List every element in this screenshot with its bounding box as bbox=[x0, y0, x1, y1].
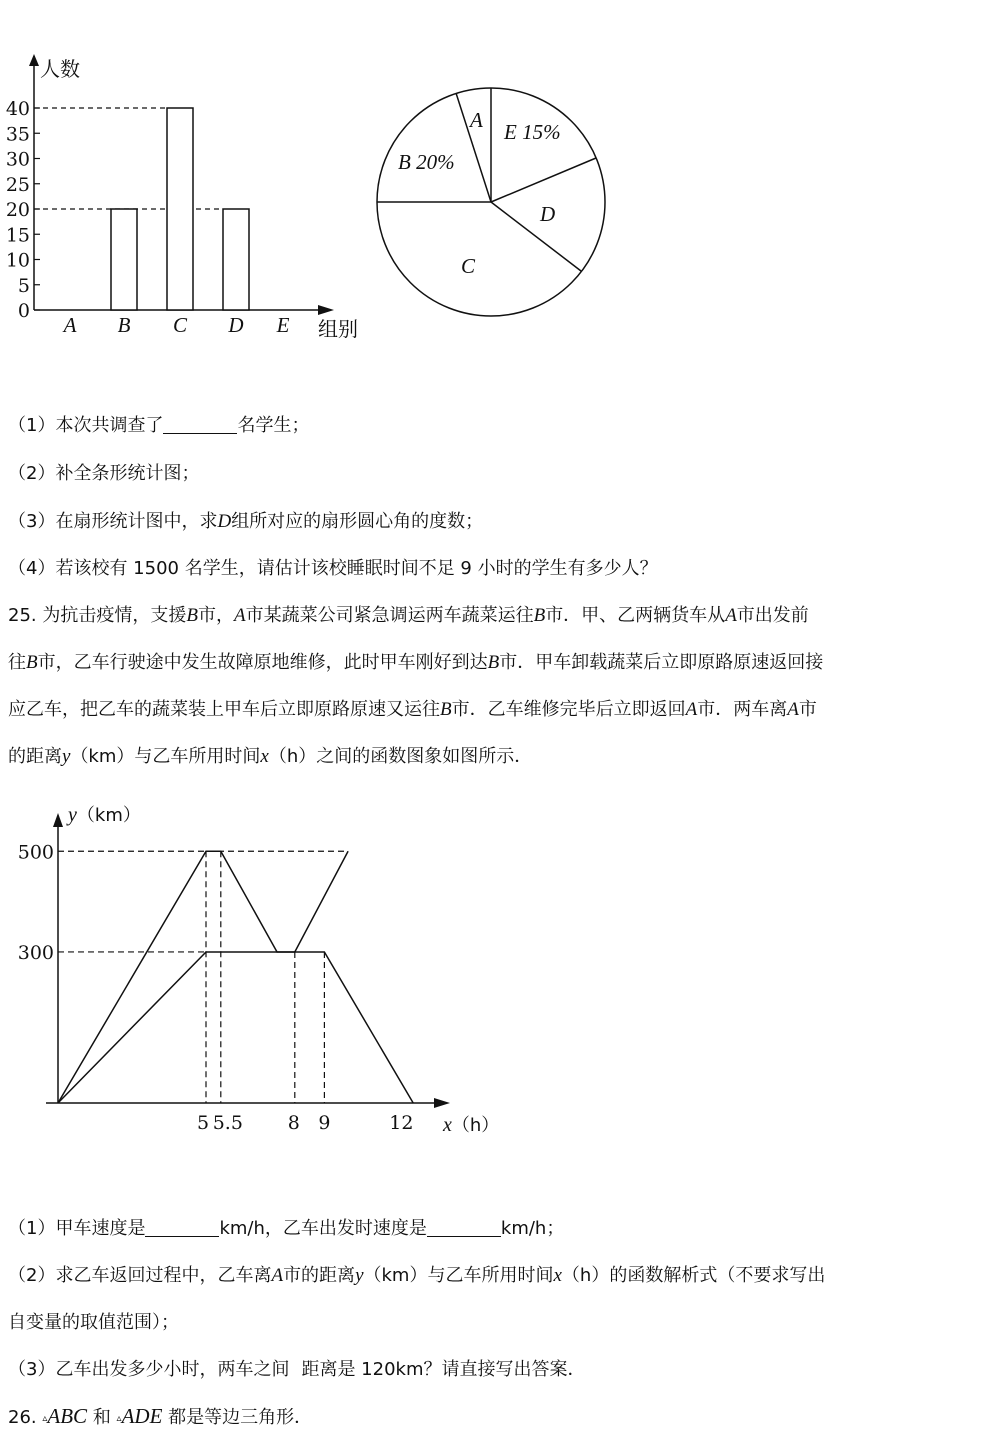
bar-x-tick-label: C bbox=[172, 313, 188, 337]
line-y-tick-label: 300 bbox=[17, 941, 54, 964]
q25-part2-cont: 自变量的取值范围）； bbox=[8, 1312, 179, 1333]
q25-part1-blank-b[interactable] bbox=[427, 1218, 501, 1237]
bar-y-tick-label: 10 bbox=[5, 249, 30, 272]
q24-part1: （1）本次共调查了 名学生； bbox=[8, 415, 310, 436]
q24-part4: （4）若该校有 1500 名学生，请估计该校睡眠时间不足 9 小时的学生有多少人？ bbox=[8, 558, 658, 579]
bar-reference-lines bbox=[34, 108, 223, 209]
bar-x-label: 组别 bbox=[318, 317, 358, 341]
line-series-2 bbox=[58, 851, 348, 1103]
bar-x-tick-label: D bbox=[228, 313, 244, 337]
q24-part1-blank[interactable] bbox=[163, 415, 237, 434]
pie-label-a: A bbox=[470, 108, 483, 132]
q25-part1: （1）甲车速度是 km/h，乙车出发时速度是 km/h； bbox=[8, 1218, 565, 1239]
bar-C bbox=[167, 108, 193, 310]
q24-part2: （2）补全条形统计图； bbox=[8, 463, 200, 484]
bar-y-tick-label: 40 bbox=[5, 98, 30, 120]
bar-y-arrow bbox=[29, 54, 39, 66]
bar-y-label: 人数 bbox=[40, 57, 80, 81]
bar-y-ticks bbox=[6, 98, 40, 322]
bar-y-tick-label: 25 bbox=[5, 173, 30, 196]
bar-y-tick-label: 5 bbox=[17, 274, 30, 297]
line-x-arrow bbox=[434, 1098, 450, 1108]
pie-chart bbox=[370, 85, 620, 325]
line-y-label: y（km） bbox=[68, 804, 141, 826]
bar-y-tick-label: 0 bbox=[17, 300, 30, 322]
bar-x-tick-label: B bbox=[117, 313, 131, 337]
bar-x-tick-label: E bbox=[276, 313, 290, 337]
line-series bbox=[58, 851, 413, 1103]
bar-y-tick-label: 30 bbox=[5, 148, 30, 171]
line-series-1 bbox=[58, 952, 413, 1103]
q24-part3: （3）在扇形统计图中，求D组所对应的扇形圆心角的度数； bbox=[8, 511, 484, 532]
q25-part1-blank-a[interactable] bbox=[145, 1218, 219, 1237]
bar-x-arrow bbox=[318, 305, 334, 315]
line-x-label: x（h） bbox=[443, 1114, 500, 1136]
q25-line2: 往B市，乙车行驶途中发生故障原地维修，此时甲车刚好到达B市．甲车卸载蔬菜后立即原路原速返回接 bbox=[8, 652, 824, 673]
bar-y-tick-label: 20 bbox=[5, 199, 30, 221]
q25-part2: （2）求乙车返回过程中，乙车离A市的距离y（km）与乙车所用时间x（h）的函数解析式（不要求写出 bbox=[8, 1265, 826, 1286]
q25-part3: （3）乙车出发多少小时，两车之间 距离是 120km？请直接写出答案． bbox=[8, 1359, 586, 1380]
pie-label-b: B 20% bbox=[398, 150, 455, 174]
line-x-tick-label: 5 bbox=[196, 1112, 210, 1134]
bar-y-tick-label: 35 bbox=[5, 123, 30, 146]
line-dashed-guides bbox=[58, 851, 348, 1103]
q25-line4: 的距离y（km）与乙车所用时间x（h）之间的函数图象如图所示． bbox=[8, 746, 533, 767]
line-tick-labels bbox=[18, 841, 414, 1134]
q26-stem: 26. ▵ABC 和 ▵ADE 都是等边三角形． bbox=[8, 1404, 313, 1428]
line-x-tick-label: 8 bbox=[287, 1112, 300, 1134]
bar-y-tick-label: 15 bbox=[5, 224, 30, 247]
bar-D bbox=[223, 209, 249, 310]
bar-B bbox=[111, 209, 137, 310]
distance-time-graph bbox=[0, 795, 520, 1165]
pie-label-e: E 15% bbox=[504, 120, 561, 144]
pie-label-c: C bbox=[461, 254, 476, 278]
line-y-arrow bbox=[53, 813, 63, 827]
line-x-tick-label: 9 bbox=[318, 1112, 331, 1134]
q25-line1: 25. 为抗击疫情，支援B市，A市某蔬菜公司紧急调运两车蔬菜运往B市．甲、乙两辆货车从A市出发前 bbox=[8, 605, 809, 626]
bar-x-tick-label: A bbox=[63, 313, 77, 337]
bar-chart bbox=[0, 40, 380, 390]
q25-line3: 应乙车，把乙车的蔬菜装上甲车后立即原路原速又运往B市．乙车维修完毕后立即返回A市．两车离A市 bbox=[8, 699, 817, 720]
bar-bars bbox=[111, 108, 249, 310]
line-y-tick-label: 500 bbox=[17, 841, 54, 864]
bar-x-ticks bbox=[62, 313, 290, 337]
line-x-tick-label: 12 bbox=[389, 1112, 414, 1134]
line-x-tick-label: 5.5 bbox=[212, 1112, 243, 1134]
pie-label-d: D bbox=[540, 202, 556, 226]
